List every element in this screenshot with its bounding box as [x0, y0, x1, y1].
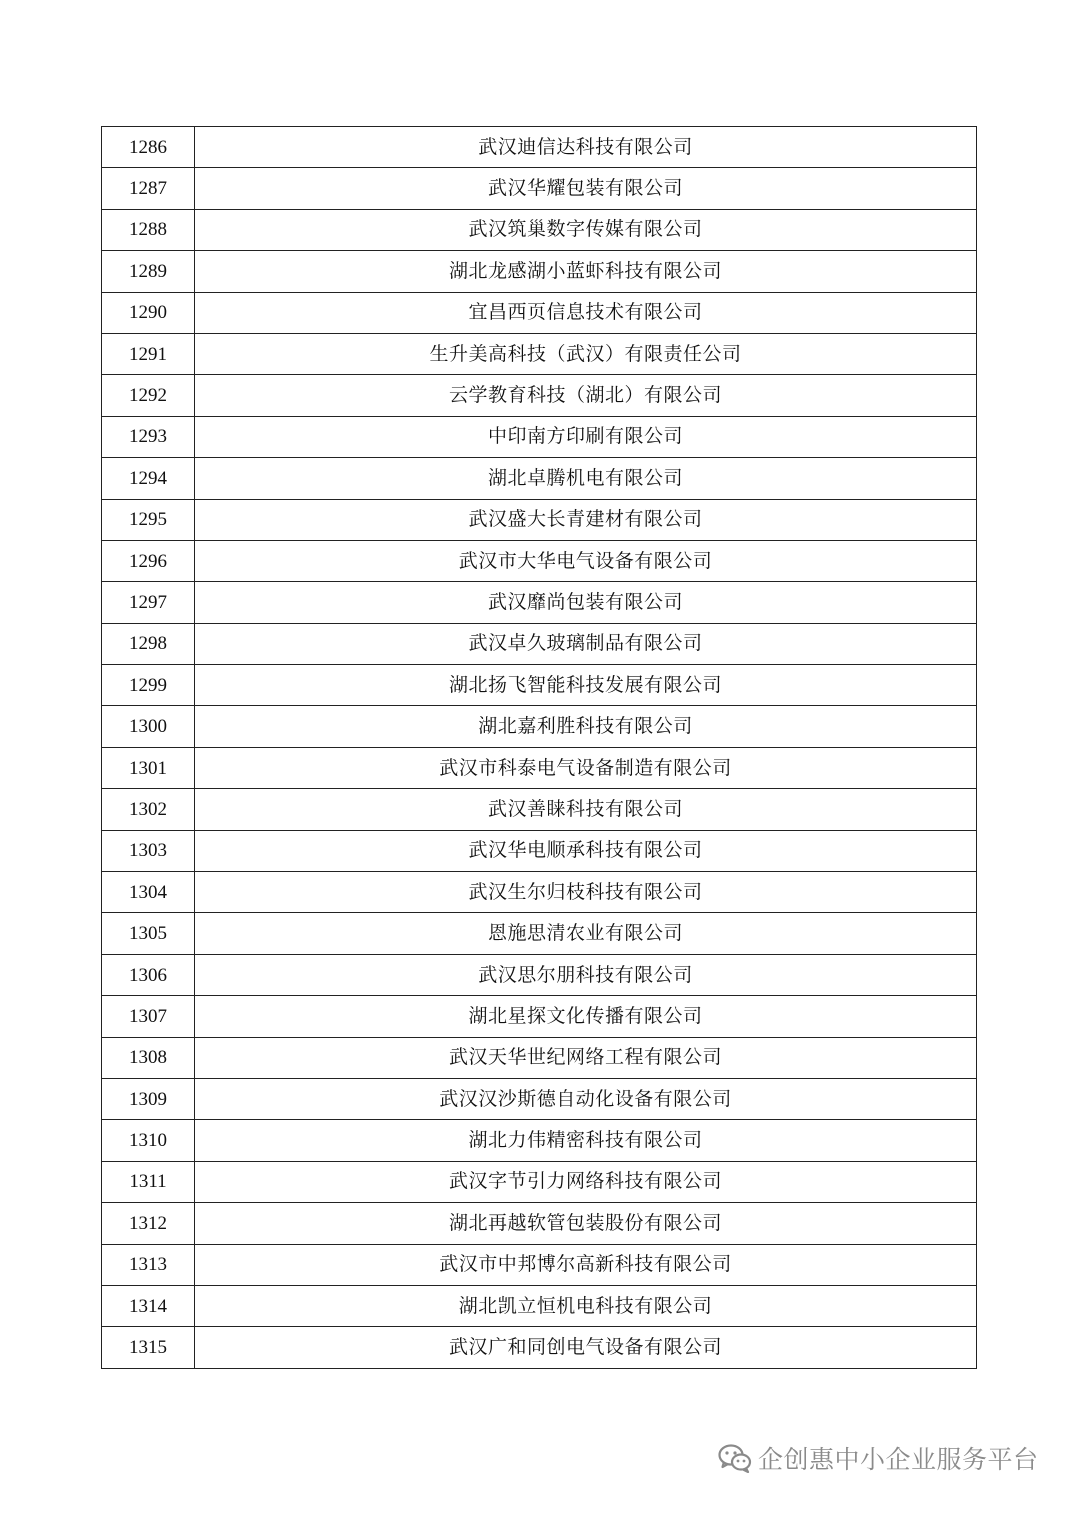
table-row	[102, 1203, 977, 1244]
company-name-cell: 武汉市中邦博尔高新科技有限公司	[195, 1244, 977, 1285]
table-row	[102, 830, 977, 871]
company-name-cell: 中印南方印刷有限公司	[195, 416, 977, 457]
row-number-cell: 1289	[102, 251, 195, 292]
row-number-cell: 1293	[102, 416, 195, 457]
company-name-cell: 恩施思清农业有限公司	[195, 913, 977, 954]
table-row	[102, 540, 977, 581]
table-row	[102, 706, 977, 747]
table-row	[102, 789, 977, 830]
table-row	[102, 499, 977, 540]
table-row	[102, 1285, 977, 1326]
company-name-cell: 湖北再越软管包装股份有限公司	[195, 1203, 977, 1244]
company-name-cell: 湖北星探文化传播有限公司	[195, 996, 977, 1037]
row-number-cell: 1314	[102, 1285, 195, 1326]
watermark	[718, 1438, 1039, 1478]
row-number-cell: 1310	[102, 1120, 195, 1161]
row-number-cell: 1312	[102, 1203, 195, 1244]
company-name-cell: 湖北力伟精密科技有限公司	[195, 1120, 977, 1161]
table-row	[102, 127, 977, 168]
table-row	[102, 582, 977, 623]
company-name-cell: 武汉华耀包装有限公司	[195, 168, 977, 209]
company-name-cell: 武汉天华世纪网络工程有限公司	[195, 1037, 977, 1078]
row-number-cell: 1296	[102, 540, 195, 581]
company-name-cell: 武汉市大华电气设备有限公司	[195, 540, 977, 581]
table-row	[102, 1120, 977, 1161]
row-number-cell: 1288	[102, 209, 195, 250]
company-list-body	[102, 127, 977, 1369]
row-number-cell: 1302	[102, 789, 195, 830]
table-row	[102, 1037, 977, 1078]
company-name-cell: 生升美高科技（武汉）有限责任公司	[195, 333, 977, 374]
company-name-cell: 武汉筑巢数字传媒有限公司	[195, 209, 977, 250]
row-number-cell: 1309	[102, 1078, 195, 1119]
table-row	[102, 292, 977, 333]
table-row	[102, 665, 977, 706]
company-name-cell: 武汉善睐科技有限公司	[195, 789, 977, 830]
company-name-cell: 武汉汉沙斯德自动化设备有限公司	[195, 1078, 977, 1119]
row-number-cell: 1297	[102, 582, 195, 623]
table-row	[102, 872, 977, 913]
table-row	[102, 209, 977, 250]
company-name-cell: 武汉迪信达科技有限公司	[195, 127, 977, 168]
table-row	[102, 913, 977, 954]
row-number-cell: 1299	[102, 665, 195, 706]
company-name-cell: 云学教育科技（湖北）有限公司	[195, 375, 977, 416]
row-number-cell: 1301	[102, 747, 195, 788]
company-name-cell: 武汉生尔归枝科技有限公司	[195, 872, 977, 913]
row-number-cell: 1292	[102, 375, 195, 416]
row-number-cell: 1308	[102, 1037, 195, 1078]
table-row	[102, 623, 977, 664]
company-name-cell: 武汉盛大长青建材有限公司	[195, 499, 977, 540]
row-number-cell: 1295	[102, 499, 195, 540]
table-row	[102, 1327, 977, 1368]
table-row	[102, 1078, 977, 1119]
table-row	[102, 333, 977, 374]
table-row	[102, 168, 977, 209]
company-name-cell: 宜昌西页信息技术有限公司	[195, 292, 977, 333]
row-number-cell: 1286	[102, 127, 195, 168]
row-number-cell: 1298	[102, 623, 195, 664]
table-row	[102, 1244, 977, 1285]
row-number-cell: 1300	[102, 706, 195, 747]
company-name-cell: 武汉靡尚包装有限公司	[195, 582, 977, 623]
company-name-cell: 武汉卓久玻璃制品有限公司	[195, 623, 977, 664]
row-number-cell: 1304	[102, 872, 195, 913]
company-name-cell: 武汉字节引力网络科技有限公司	[195, 1161, 977, 1202]
company-name-cell: 湖北卓腾机电有限公司	[195, 458, 977, 499]
company-name-cell: 湖北凯立恒机电科技有限公司	[195, 1285, 977, 1326]
table-row	[102, 996, 977, 1037]
company-name-cell: 武汉广和同创电气设备有限公司	[195, 1327, 977, 1368]
watermark-text: 企创惠中小企业服务平台	[758, 1445, 1039, 1474]
row-number-cell: 1305	[102, 913, 195, 954]
company-name-cell: 武汉华电顺承科技有限公司	[195, 830, 977, 871]
row-number-cell: 1307	[102, 996, 195, 1037]
table-row	[102, 954, 977, 995]
company-name-cell: 湖北扬飞智能科技发展有限公司	[195, 665, 977, 706]
table-row	[102, 375, 977, 416]
row-number-cell: 1315	[102, 1327, 195, 1368]
company-name-cell: 湖北龙感湖小蓝虾科技有限公司	[195, 251, 977, 292]
row-number-cell: 1303	[102, 830, 195, 871]
table-row	[102, 416, 977, 457]
row-number-cell: 1313	[102, 1244, 195, 1285]
row-number-cell: 1306	[102, 954, 195, 995]
company-list-table	[101, 126, 977, 1369]
table-row	[102, 1161, 977, 1202]
wechat-icon	[718, 1443, 752, 1473]
company-name-cell: 湖北嘉利胜科技有限公司	[195, 706, 977, 747]
company-name-cell: 武汉思尔朋科技有限公司	[195, 954, 977, 995]
row-number-cell: 1291	[102, 333, 195, 374]
row-number-cell: 1311	[102, 1161, 195, 1202]
row-number-cell: 1290	[102, 292, 195, 333]
row-number-cell: 1287	[102, 168, 195, 209]
table-row	[102, 747, 977, 788]
row-number-cell: 1294	[102, 458, 195, 499]
table-row	[102, 458, 977, 499]
company-name-cell: 武汉市科泰电气设备制造有限公司	[195, 747, 977, 788]
table-row	[102, 251, 977, 292]
